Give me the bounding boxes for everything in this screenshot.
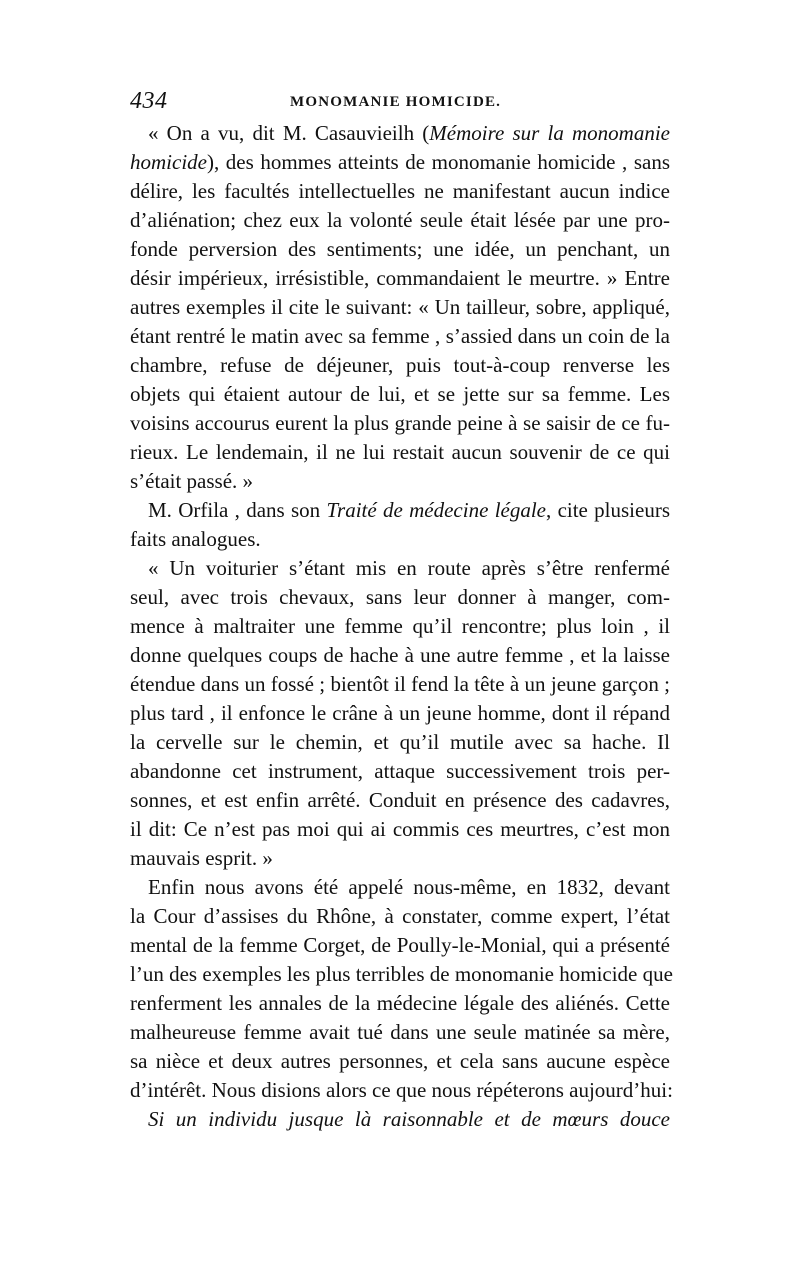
text-line: mence à maltraiter une femme qu’il rencontre; plus loin , il: [130, 614, 670, 638]
italic-title: Mémoire sur la monomanie: [429, 121, 670, 145]
text-line: [148, 495, 670, 525]
text-line: la cervelle sur le chemin, et qu’il mutile avec sa hache. Il: [130, 730, 670, 754]
text-line: abandonne cet instrument, attaque successivement trois per-: [130, 759, 670, 783]
text-line: objets qui étaient autour de lui, et se jette sur sa femme. Les: [130, 382, 670, 406]
italic-title: homicide: [130, 150, 207, 174]
text-line: renferment les annales de la médecine légale des aliénés. Cette: [130, 991, 670, 1015]
text-line: il dit: Ce n’est pas moi qui ai commis ces meurtres, c’est mon: [130, 817, 670, 841]
page-number: 434: [130, 88, 168, 114]
text-line: plus tard , il enfonce le crâne à un jeune homme, dont il répand: [130, 701, 670, 725]
text-line: d’aliénation; chez eux la volonté seule était lésée par une pro-: [130, 208, 670, 232]
text-line: [130, 147, 670, 177]
text-line: rieux. Le lendemain, il ne lui restait aucun souvenir de ce qui: [130, 440, 670, 464]
text-line: mauvais esprit. »: [130, 846, 273, 870]
text-line: donne quelques coups de hache à une autre femme , et la laisse: [130, 643, 670, 667]
text-line: malheureuse femme avait tué dans une seule matinée sa mère,: [130, 1020, 670, 1044]
text-line: sa nièce et deux autres personnes, et cela sans aucune espèce: [130, 1049, 670, 1073]
text-line: désir impérieux, irrésistible, commandaient le meurtre. » Entre: [130, 266, 670, 290]
text-line: délire, les facultés intellectuelles ne manifestant aucun indice: [130, 179, 670, 203]
page-header: [130, 88, 690, 118]
text-line: la Cour d’assises du Rhône, à constater, comme expert, l’état: [130, 904, 670, 928]
text-line: mental de la femme Corget, de Poully-le-Monial, qui a présenté: [130, 933, 670, 957]
text-line: l’un des exemples les plus terribles de monomanie homicide que: [130, 962, 673, 986]
text-line: seul, avec trois chevaux, sans leur donner à manger, com-: [130, 585, 670, 609]
text-line: faits analogues.: [130, 527, 261, 551]
text-span: M. Orfila , dans son: [148, 498, 327, 522]
text-line: autres exemples il cite le suivant: « Un tailleur, sobre, appliqué,: [130, 295, 670, 319]
text-line: voisins accourus eurent la plus grande peine à se saisir de ce fu-: [130, 411, 670, 435]
text-span: , cite plusieurs: [546, 498, 671, 522]
text-line: étant rentré le matin avec sa femme , s’assied dans un coin de la: [130, 324, 670, 348]
italic-title: Traité de médecine légale: [326, 498, 547, 522]
text-line: « Un voiturier s’étant mis en route après s’être renfermé: [148, 556, 670, 580]
text-line: Enfin nous avons été appelé nous-même, en 1832, devant: [148, 875, 670, 899]
text-span: ), des hommes atteints de monomanie homicide , sans: [206, 150, 670, 174]
text-line: sonnes, et est enfin arrêté. Conduit en présence des cadavres,: [130, 788, 670, 812]
text-line: étendue dans un fossé ; bientôt il fend la tête à un jeune garçon ;: [130, 672, 670, 696]
text-line: fonde perversion des sentiments; une idée, un penchant, un: [130, 237, 670, 261]
text-line: Si un individu jusque là raisonnable et de mœurs douce: [148, 1107, 670, 1131]
text-span: « On a vu, dit M. Casauvieilh (: [148, 121, 430, 145]
text-body: [130, 118, 673, 1131]
text-line: [148, 118, 670, 148]
text-line: d’intérêt. Nous disions alors ce que nous répéterons aujourd’hui:: [130, 1078, 673, 1102]
text-line: s’était passé. »: [130, 469, 254, 493]
text-line: chambre, refuse de déjeuner, puis tout-à-coup renverse les: [130, 353, 670, 377]
running-head: MONOMANIE HOMICIDE.: [290, 94, 502, 110]
